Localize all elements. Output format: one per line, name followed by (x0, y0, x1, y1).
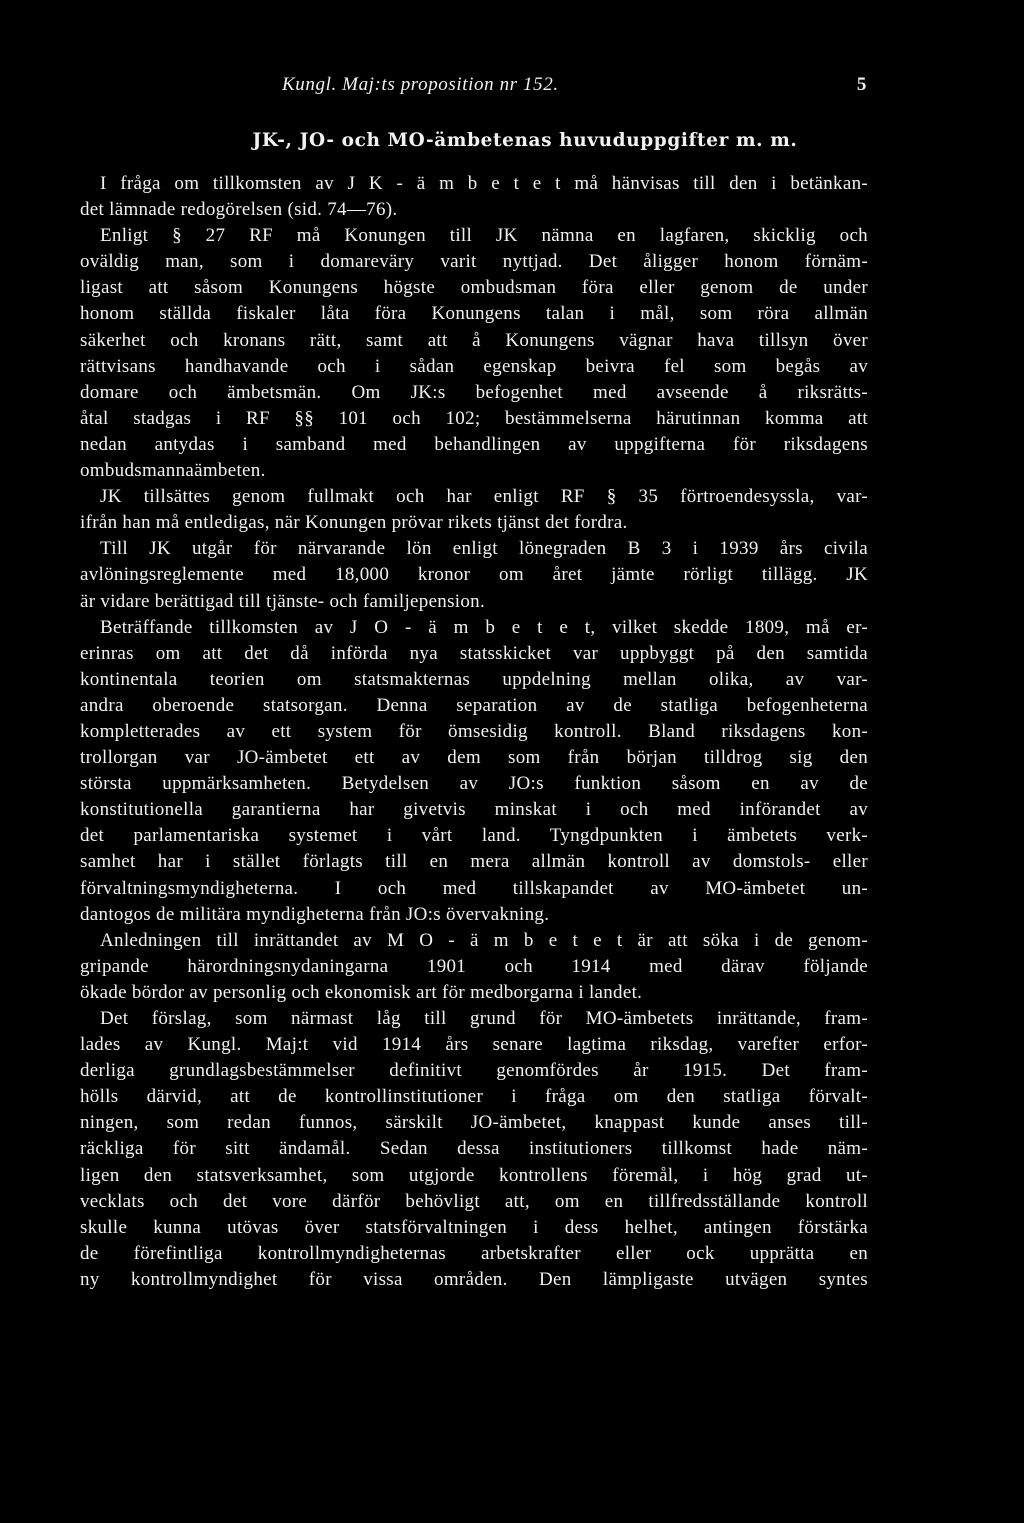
text-line: kompletterades av ett system för ömsesidig kontroll. Bland riksdagens kon- (80, 720, 868, 742)
text-line: ny kontrollmyndighet för vissa områden. Den lämpligaste utvägen syntes (80, 1268, 868, 1290)
text-line: vecklats och det vore därför behövligt att, om en tillfredsställande kontroll (80, 1190, 868, 1212)
text-line: ligast att såsom Konungens högste ombudsman föra eller genom de under (80, 277, 868, 299)
text-line: är vidare berättigad till tjänste- och familjepension. (80, 590, 486, 612)
text-line: förvaltningsmyndigheterna. I och med tillskapandet av MO-ämbetet un- (80, 877, 868, 899)
text-line: det lämnade redogörelsen (sid. 74—76). (80, 199, 398, 221)
text-line: Enligt § 27 RF må Konungen till JK nämna en lagfaren, skicklig och (100, 225, 868, 247)
text-line: gripande härordningsnydaningarna 1901 och 1914 med därav följande (80, 955, 868, 977)
text-line: andra oberoende statsorgan. Denna separation av de statliga befogenheterna (80, 694, 868, 716)
text-line: ifrån han må entledigas, när Konungen prövar rikets tjänst det fordra. (80, 512, 628, 534)
text-line: erinras om att det då införda nya statsskicket var uppbyggt på den samtida (80, 642, 868, 664)
text-line: säkerhet och kronans rätt, samt att å Konungens vägnar hava tillsyn över (80, 329, 868, 351)
page-header (282, 74, 867, 104)
text-line: domare och ämbetsmän. Om JK:s befogenhet med avseende å riksrätts- (80, 381, 868, 403)
text-line: Till JK utgår för närvarande lön enligt lönegraden B 3 i 1939 års civila (100, 538, 868, 560)
text-line: ningen, som redan funnos, särskilt JO-ämbetet, knappast kunde anses till- (80, 1112, 868, 1134)
text-line: avlöningsreglemente med 18,000 kronor om året jämte rörligt tillägg. JK (80, 564, 868, 586)
text-line: räckliga för sitt ändamål. Sedan dessa institutioners tillkomst hade näm- (80, 1138, 868, 1160)
text-line: dantogos de militära myndigheterna från JO:s övervakning. (80, 903, 550, 925)
text-line: Beträffande tillkomsten av J O - ä m b e t e t, vilket skedde 1809, må er- (100, 616, 868, 638)
text-line: ligen den statsverksamhet, som utgjorde kontrollens föremål, i hög grad ut- (80, 1164, 868, 1186)
text-line: JK tillsättes genom fullmakt och har enligt RF § 35 förtroendesyssla, var- (100, 486, 868, 508)
text-line: ombudsmannaämbeten. (80, 460, 266, 482)
section-heading: JK-, JO- och MO-ämbetenas huvuduppgifter m. m. (252, 130, 798, 151)
text-line: det parlamentariska systemet i vårt land. Tyngdpunkten i ämbetets verk- (80, 825, 868, 847)
text-line: åtal stadgas i RF §§ 101 och 102; bestämmelserna härutinnan komma att (80, 407, 868, 429)
text-line: största uppmärksamheten. Betydelsen av JO:s funktion såsom en av de (80, 773, 868, 795)
text-line: kontinentala teorien om statsmakternas uppdelning mellan olika, av var- (80, 668, 868, 690)
text-line: konstitutionella garantierna har givetvis minskat i och med införandet av (80, 799, 868, 821)
text-line: Anledningen till inrättandet av M O - ä m b e t e t är att söka i de genom- (100, 929, 868, 951)
text-line: de förefintliga kontrollmyndigheternas arbetskrafter eller ock upprätta en (80, 1242, 868, 1264)
text-line: oväldig man, som i domareväry varit nyttjad. Det åligger honom förnäm- (80, 251, 868, 273)
text-line: lades av Kungl. Maj:t vid 1914 års senare lagtima riksdag, varefter erfor- (80, 1034, 868, 1056)
running-title: Kungl. Maj:ts proposition nr 152. (282, 74, 559, 95)
text-line: hölls därvid, att de kontrollinstitutioner i fråga om den statliga förvalt- (80, 1086, 868, 1108)
text-line: trollorgan var JO-ämbetet ett av dem som från början tilldrog sig den (80, 747, 868, 769)
text-line: ökade bördor av personlig och ekonomisk art för medborgarna i landet. (80, 981, 643, 1003)
text-line: rättvisans handhavande och i sådan egenskap beivra fel som begås av (80, 355, 868, 377)
text-line: skulle kunna utövas över statsförvaltningen i dess helhet, antingen förstärka (80, 1216, 868, 1238)
text-line: nedan antydas i samband med behandlingen av uppgifterna för riksdagens (80, 433, 868, 455)
body-text (80, 171, 868, 1293)
page-number: 5 (856, 74, 867, 95)
text-line: derliga grundlagsbestämmelser definitivt genomfördes år 1915. Det fram- (80, 1060, 868, 1082)
text-line: samhet har i stället förlagts till en mera allmän kontroll av domstols- eller (80, 851, 868, 873)
text-line: honom ställda fiskaler låta föra Konungens talan i mål, som röra allmän (80, 303, 868, 325)
text-line: I fråga om tillkomsten av J K - ä m b e t e t må hänvisas till den i betänkan- (100, 173, 868, 194)
text-line: Det förslag, som närmast låg till grund för MO-ämbetets inrättande, fram- (100, 1008, 868, 1029)
